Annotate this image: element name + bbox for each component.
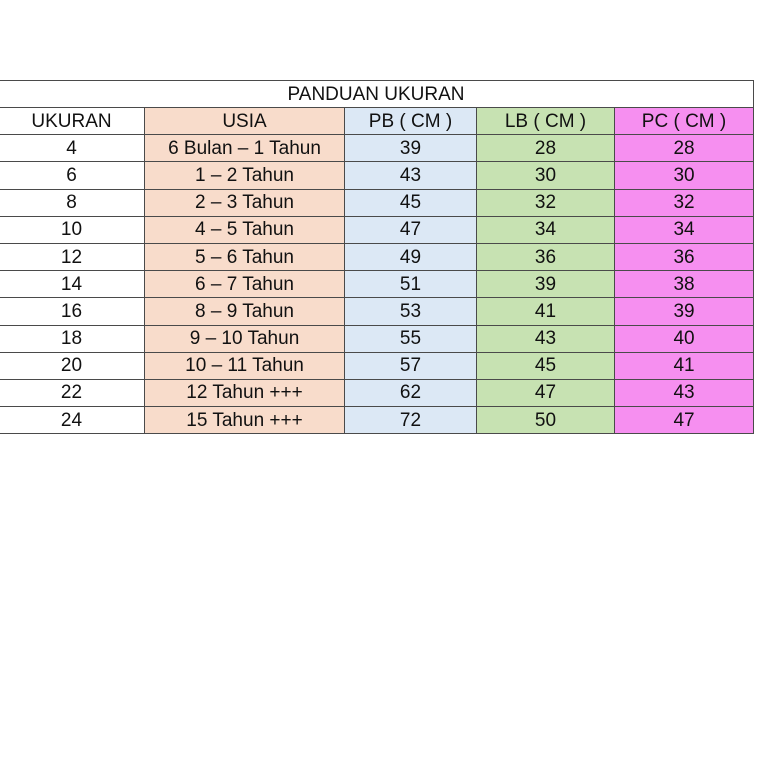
cell-pc: 36 (615, 243, 754, 270)
cell-pb: 49 (345, 243, 477, 270)
cell-lb: 39 (477, 271, 615, 298)
table-row (0, 379, 754, 406)
cell-lb: 41 (477, 298, 615, 325)
cell-pc: 41 (615, 352, 754, 379)
cell-pb: 62 (345, 379, 477, 406)
table-row (0, 407, 754, 434)
cell-age: 5 – 6 Tahun (145, 243, 345, 270)
cell-size: 12 (0, 243, 145, 270)
cell-lb: 45 (477, 352, 615, 379)
cell-size: 18 (0, 325, 145, 352)
cell-pc: 28 (615, 135, 754, 162)
cell-size: 10 (0, 216, 145, 243)
size-guide-table (0, 80, 754, 434)
table-row (0, 243, 754, 270)
cell-pb: 57 (345, 352, 477, 379)
table-row (0, 135, 754, 162)
cell-pc: 32 (615, 189, 754, 216)
header-age: USIA (145, 108, 345, 135)
table-row (0, 162, 754, 189)
table-title: PANDUAN UKURAN (0, 81, 754, 108)
size-guide-body (0, 81, 754, 434)
header-size: UKURAN (0, 108, 145, 135)
cell-pb: 53 (345, 298, 477, 325)
cell-size: 8 (0, 189, 145, 216)
cell-age: 10 – 11 Tahun (145, 352, 345, 379)
cell-lb: 36 (477, 243, 615, 270)
header-row (0, 108, 754, 135)
table-row (0, 325, 754, 352)
cell-age: 2 – 3 Tahun (145, 189, 345, 216)
cell-pb: 39 (345, 135, 477, 162)
cell-pc: 39 (615, 298, 754, 325)
cell-pb: 43 (345, 162, 477, 189)
title-row (0, 81, 754, 108)
table-row (0, 271, 754, 298)
cell-pb: 45 (345, 189, 477, 216)
header-lb: LB ( CM ) (477, 108, 615, 135)
cell-pc: 30 (615, 162, 754, 189)
cell-age: 8 – 9 Tahun (145, 298, 345, 325)
cell-lb: 50 (477, 407, 615, 434)
cell-pb: 51 (345, 271, 477, 298)
table-row (0, 189, 754, 216)
cell-pc: 47 (615, 407, 754, 434)
cell-age: 6 – 7 Tahun (145, 271, 345, 298)
cell-lb: 28 (477, 135, 615, 162)
cell-size: 14 (0, 271, 145, 298)
cell-pc: 43 (615, 379, 754, 406)
cell-pc: 34 (615, 216, 754, 243)
cell-lb: 47 (477, 379, 615, 406)
header-pb: PB ( CM ) (345, 108, 477, 135)
cell-age: 12 Tahun +++ (145, 379, 345, 406)
cell-size: 22 (0, 379, 145, 406)
cell-age: 4 – 5 Tahun (145, 216, 345, 243)
cell-age: 9 – 10 Tahun (145, 325, 345, 352)
cell-lb: 34 (477, 216, 615, 243)
cell-size: 20 (0, 352, 145, 379)
cell-age: 1 – 2 Tahun (145, 162, 345, 189)
cell-pc: 38 (615, 271, 754, 298)
cell-lb: 30 (477, 162, 615, 189)
table-row (0, 298, 754, 325)
cell-age: 15 Tahun +++ (145, 407, 345, 434)
cell-age: 6 Bulan – 1 Tahun (145, 135, 345, 162)
cell-size: 6 (0, 162, 145, 189)
cell-lb: 43 (477, 325, 615, 352)
table-row (0, 352, 754, 379)
cell-size: 16 (0, 298, 145, 325)
table-row (0, 216, 754, 243)
cell-lb: 32 (477, 189, 615, 216)
header-pc: PC ( CM ) (615, 108, 754, 135)
cell-size: 4 (0, 135, 145, 162)
cell-pb: 55 (345, 325, 477, 352)
cell-pb: 47 (345, 216, 477, 243)
cell-pb: 72 (345, 407, 477, 434)
cell-pc: 40 (615, 325, 754, 352)
cell-size: 24 (0, 407, 145, 434)
